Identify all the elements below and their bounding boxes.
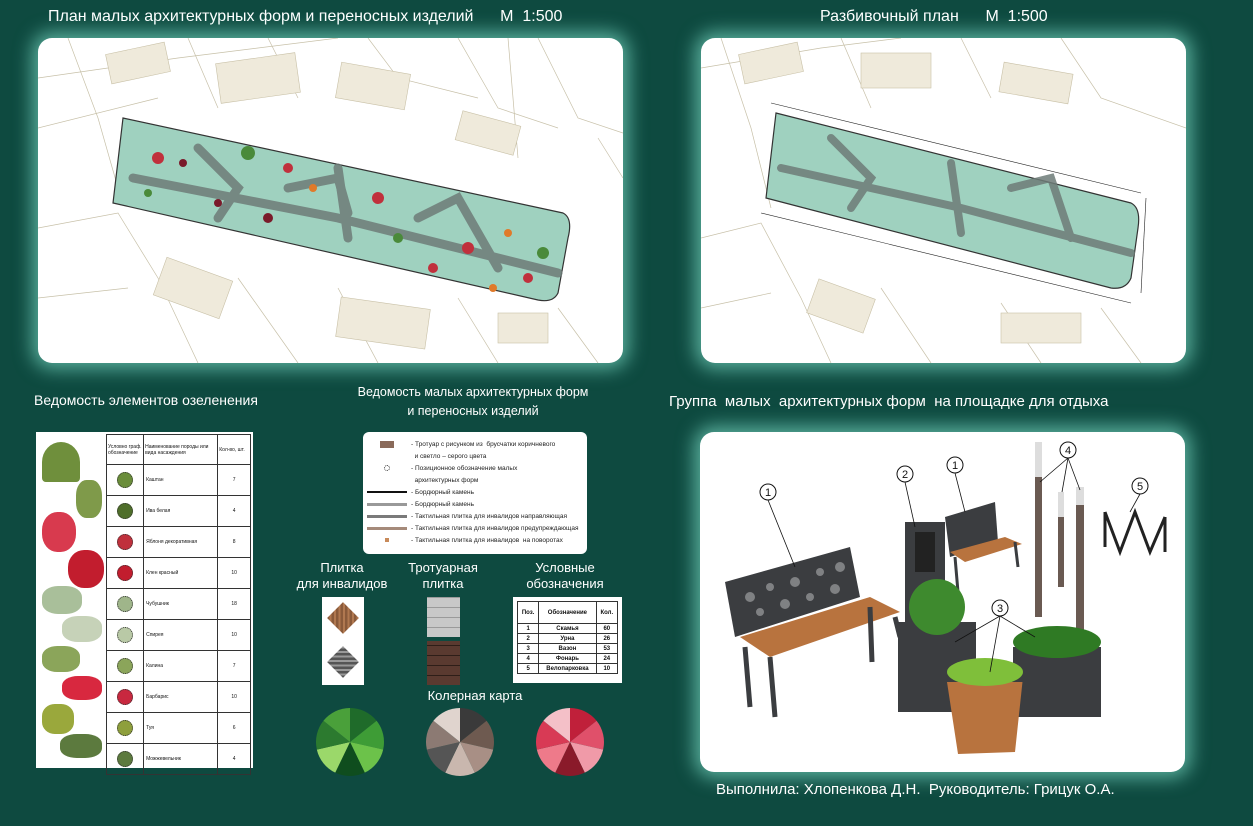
symbols-name: Велопарковка [539, 664, 596, 674]
plant-photo [60, 734, 102, 758]
credits: Выполнила: Хлопенкова Д.Н. Руководитель: Грицук О.А. [716, 781, 1115, 798]
disabled-tile-label-line2: для инвалидов [296, 576, 388, 591]
plant-count: 6 [218, 713, 251, 744]
plant-symbol-icon [107, 496, 144, 527]
legend-item [367, 522, 583, 534]
symbols-pos: 5 [518, 664, 539, 674]
legend-symbol-icon [367, 536, 407, 544]
plant-symbol-icon [107, 527, 144, 558]
legend-item [367, 438, 583, 450]
staking-plan-title: Разбивочный план М 1:500 [820, 8, 1048, 25]
symbols-row [518, 664, 618, 674]
plant-photo [76, 480, 102, 518]
legend-item [367, 498, 583, 510]
symbols-name: Фонарь [539, 654, 596, 664]
symbols-row [518, 624, 618, 634]
legend-symbol-icon [367, 464, 407, 472]
legend-text: - Бордюрный камень [411, 488, 474, 496]
plant-symbol-icon [107, 620, 144, 651]
color-palette [316, 708, 384, 776]
plant-count: 7 [218, 465, 251, 496]
plant-count: 8 [218, 527, 251, 558]
legend-item [367, 486, 583, 498]
plant-name: Спирея [144, 620, 218, 651]
legend-label-line2: обозначения [526, 576, 604, 591]
plant-photos [36, 432, 106, 768]
maf-legend-panel [363, 432, 587, 554]
plant-symbol-icon [107, 744, 144, 775]
legend-item [367, 474, 583, 486]
legend-label [510, 560, 620, 592]
plant-name: Калина [144, 651, 218, 682]
sidewalk-tile-label-line2: плитка [422, 576, 464, 591]
plant-photo [62, 676, 102, 700]
plant-count: 10 [218, 682, 251, 713]
callout-3-label: 3 [996, 603, 1004, 615]
plant-symbol-icon [107, 682, 144, 713]
color-palette [426, 708, 494, 776]
greenery-row [107, 620, 251, 651]
furniture-svg [700, 432, 1185, 772]
legend-symbol-icon [367, 524, 407, 532]
legend-text: - Позиционное обозначение малых [411, 464, 518, 472]
symbols-count: 53 [596, 644, 617, 654]
symbols-panel [513, 597, 622, 683]
greenery-row [107, 496, 251, 527]
legend-item [367, 462, 583, 474]
greenery-row [107, 465, 251, 496]
plant-name: Каштан [144, 465, 218, 496]
maf-plan-svg [38, 38, 623, 363]
plant-symbol-icon [107, 713, 144, 744]
legend-text: архитектурных форм [411, 476, 479, 484]
plant-symbol-icon [107, 589, 144, 620]
greenery-title: Ведомость элементов озеленения [34, 392, 258, 408]
group-title: Группа малых архитектурных форм на площадке для отдыха [669, 393, 1109, 410]
greenery-row [107, 558, 251, 589]
greenery-row [107, 589, 251, 620]
legend-symbol-icon [367, 512, 407, 520]
plant-name: Туя [144, 713, 218, 744]
legend-symbol-icon [367, 488, 407, 496]
legend-text: - Тактильная плитка для инвалидов предупреждающая [411, 524, 579, 532]
plant-symbol-icon [107, 651, 144, 682]
plant-name: Ива белая [144, 496, 218, 527]
greenery-table [106, 434, 251, 775]
plan-title: План малых архитектурных форм и переносных изделий М 1:500 [48, 8, 563, 25]
plant-photo [68, 550, 104, 588]
symbols-header-count: Кол. [596, 602, 617, 624]
plant-name: Клен красный [144, 558, 218, 589]
staking-plan-svg [701, 38, 1186, 363]
plant-photo [42, 646, 80, 672]
color-card [310, 704, 630, 784]
plant-photo [62, 616, 102, 642]
symbols-pos: 4 [518, 654, 539, 664]
staking-plan-drawing [701, 38, 1186, 363]
legend-symbol-icon [367, 500, 407, 508]
callout-5-label: 5 [1136, 481, 1144, 493]
tactile-tile-gray [327, 646, 359, 678]
plant-name: Чубушник [144, 589, 218, 620]
legend-item [367, 534, 583, 546]
sidewalk-tile-swatches [427, 597, 460, 685]
lamp-posts [1035, 442, 1084, 647]
bench-large [725, 547, 900, 717]
disabled-tile-swatches [322, 597, 364, 685]
legend-text: - Тактильная плитка для инвалидов на поворотах [411, 536, 563, 544]
color-palette [536, 708, 604, 776]
symbols-name: Скамья [539, 624, 596, 634]
symbols-row [518, 644, 618, 654]
symbols-name: Вазон [539, 644, 596, 654]
plant-symbol-icon [107, 558, 144, 589]
legend-item [367, 450, 583, 462]
callout-2-label: 2 [901, 469, 909, 481]
disabled-tile-label [292, 560, 392, 592]
plant-photo [42, 512, 76, 552]
legend-text: - Бордюрный камень [411, 500, 474, 508]
symbols-name: Урна [539, 634, 596, 644]
plant-count: 7 [218, 651, 251, 682]
callout-4-label: 4 [1064, 445, 1072, 457]
greenery-row [107, 682, 251, 713]
maf-plan-drawing [38, 38, 623, 363]
plant-count: 18 [218, 589, 251, 620]
symbols-table [517, 601, 618, 674]
greenery-table-panel [36, 432, 253, 768]
symbols-count: 10 [596, 664, 617, 674]
symbols-pos: 1 [518, 624, 539, 634]
symbols-header-name: Обозначение [539, 602, 596, 624]
furniture-group-panel [700, 432, 1185, 772]
sidewalk-tile-brown [427, 641, 460, 685]
symbols-pos: 3 [518, 644, 539, 654]
legend-text: и светло – серого цвета [411, 452, 487, 460]
plant-name: Барбарис [144, 682, 218, 713]
symbols-count: 26 [596, 634, 617, 644]
legend-label-line1: Условные [535, 560, 595, 575]
plant-count: 4 [218, 744, 251, 775]
legend-symbol-icon [367, 440, 407, 448]
legend-symbol-icon [367, 476, 407, 484]
maf-list-title-line1: Ведомость малых архитектурных форм [357, 385, 589, 399]
callout-1b-label: 1 [951, 460, 959, 472]
plant-photo [42, 704, 74, 734]
bench-small [945, 502, 1022, 592]
sidewalk-tile-label-line1: Тротуарная [408, 560, 478, 575]
greenery-header-name: Наименование породы или вида насаждения [144, 435, 218, 465]
plant-count: 4 [218, 496, 251, 527]
symbols-pos: 2 [518, 634, 539, 644]
callout-1a-label: 1 [764, 487, 772, 499]
greenery-header-symbol: Условно граф. обозначение [107, 435, 144, 465]
color-card-label: Колерная карта [427, 688, 523, 703]
plant-photo [42, 586, 82, 614]
plant-name: Можжевельник [144, 744, 218, 775]
plant-photo [42, 442, 80, 482]
plant-name: Яблоня декоративная [144, 527, 218, 558]
disabled-tile-label-line1: Плитка [320, 560, 364, 575]
legend-symbol-icon [367, 452, 407, 460]
maf-list-title-line2: и переносных изделий [407, 404, 539, 418]
symbols-row [518, 634, 618, 644]
greenery-row [107, 527, 251, 558]
maf-list-title [342, 383, 604, 421]
bike-rack [1105, 512, 1165, 552]
tactile-tile-brown [327, 602, 359, 634]
symbols-row [518, 654, 618, 664]
plant-count: 10 [218, 620, 251, 651]
plant-count: 10 [218, 558, 251, 589]
greenery-row [107, 651, 251, 682]
greenery-row [107, 713, 251, 744]
greenery-header-count: Кол-во, шт. [218, 435, 251, 465]
symbols-header-pos: Поз. [518, 602, 539, 624]
sidewalk-tile-label [398, 560, 488, 592]
plant-symbol-icon [107, 465, 144, 496]
symbols-count: 60 [596, 624, 617, 634]
symbols-count: 24 [596, 654, 617, 664]
sidewalk-tile-gray [427, 597, 460, 637]
greenery-row [107, 744, 251, 775]
legend-item [367, 510, 583, 522]
legend-text: - Тактильная плитка для инвалидов направляющая [411, 512, 567, 520]
legend-text: - Тротуар с рисунком из брусчатки коричневого [411, 440, 556, 448]
